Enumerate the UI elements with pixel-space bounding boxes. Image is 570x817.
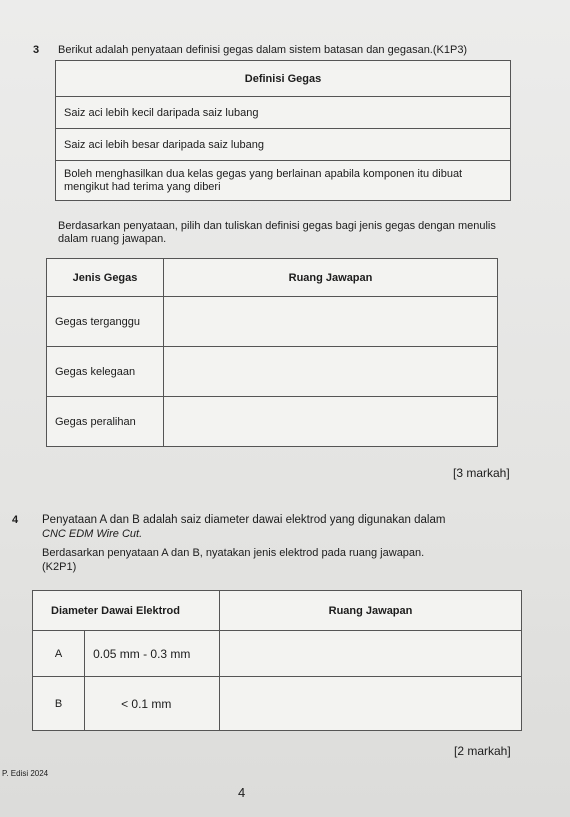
question-3-marks: [3 markah] bbox=[453, 466, 510, 480]
diameter-dawai-table bbox=[32, 590, 522, 731]
ruang-jawapan-header-q4: Ruang Jawapan bbox=[220, 591, 522, 631]
question-3-instruction: Berdasarkan penyataan, pilih dan tuliskan definisi gegas bagi jenis gegas dengan menulis dalam ruang jawapan. bbox=[58, 220, 496, 245]
answer-space-a[interactable] bbox=[220, 631, 522, 677]
edition-label: P. Edisi 2024 bbox=[2, 769, 49, 778]
definisi-row-2: Saiz aci lebih besar daripada saiz lubang bbox=[56, 129, 511, 161]
definisi-gegas-table bbox=[55, 60, 511, 201]
answer-space-1[interactable] bbox=[164, 297, 498, 347]
diameter-dawai-header: Diameter Dawai Elektrod bbox=[33, 591, 220, 631]
diameter-row-a-value: 0.05 mm - 0.3 mm bbox=[85, 631, 220, 677]
diameter-row-a-label: A bbox=[33, 631, 85, 677]
question-4-line-2: CNC EDM Wire Cut. bbox=[42, 528, 143, 540]
question-3-text: Berikut adalah penyataan definisi gegas dalam sistem batasan dan gegasan.(K1P3) bbox=[58, 44, 468, 56]
diameter-row-b-label: B bbox=[33, 677, 85, 731]
ruang-jawapan-header: Ruang Jawapan bbox=[164, 259, 498, 297]
definisi-row-1: Saiz aci lebih kecil daripada saiz lubang bbox=[56, 97, 511, 129]
question-4-line-4: (K2P1) bbox=[42, 561, 77, 573]
question-4-line-1: Penyataan A dan B adalah saiz diameter dawai elektrod yang digunakan dalam bbox=[42, 514, 446, 526]
answer-space-b[interactable] bbox=[220, 677, 522, 731]
jenis-gegas-header: Jenis Gegas bbox=[47, 259, 164, 297]
jenis-gegas-table bbox=[46, 258, 498, 447]
diameter-row-b-value: < 0.1 mm bbox=[85, 677, 220, 731]
question-3-number: 3 bbox=[33, 44, 40, 56]
answer-space-2[interactable] bbox=[164, 347, 498, 397]
jenis-gegas-row-3: Gegas peralihan bbox=[47, 397, 164, 447]
question-4-number: 4 bbox=[12, 514, 19, 526]
question-4-marks: [2 markah] bbox=[454, 744, 511, 758]
definisi-gegas-header: Definisi Gegas bbox=[56, 61, 511, 97]
definisi-row-3: Boleh menghasilkan dua kelas gegas yang berlainan apabila komponen itu dibuat mengikut had terima yang diberi bbox=[56, 161, 511, 201]
jenis-gegas-row-2: Gegas kelegaan bbox=[47, 347, 164, 397]
question-4-line-3: Berdasarkan penyataan A dan B, nyatakan jenis elektrod pada ruang jawapan. bbox=[42, 547, 425, 559]
page-number: 4 bbox=[238, 785, 246, 800]
answer-space-3[interactable] bbox=[164, 397, 498, 447]
jenis-gegas-row-1: Gegas terganggu bbox=[47, 297, 164, 347]
